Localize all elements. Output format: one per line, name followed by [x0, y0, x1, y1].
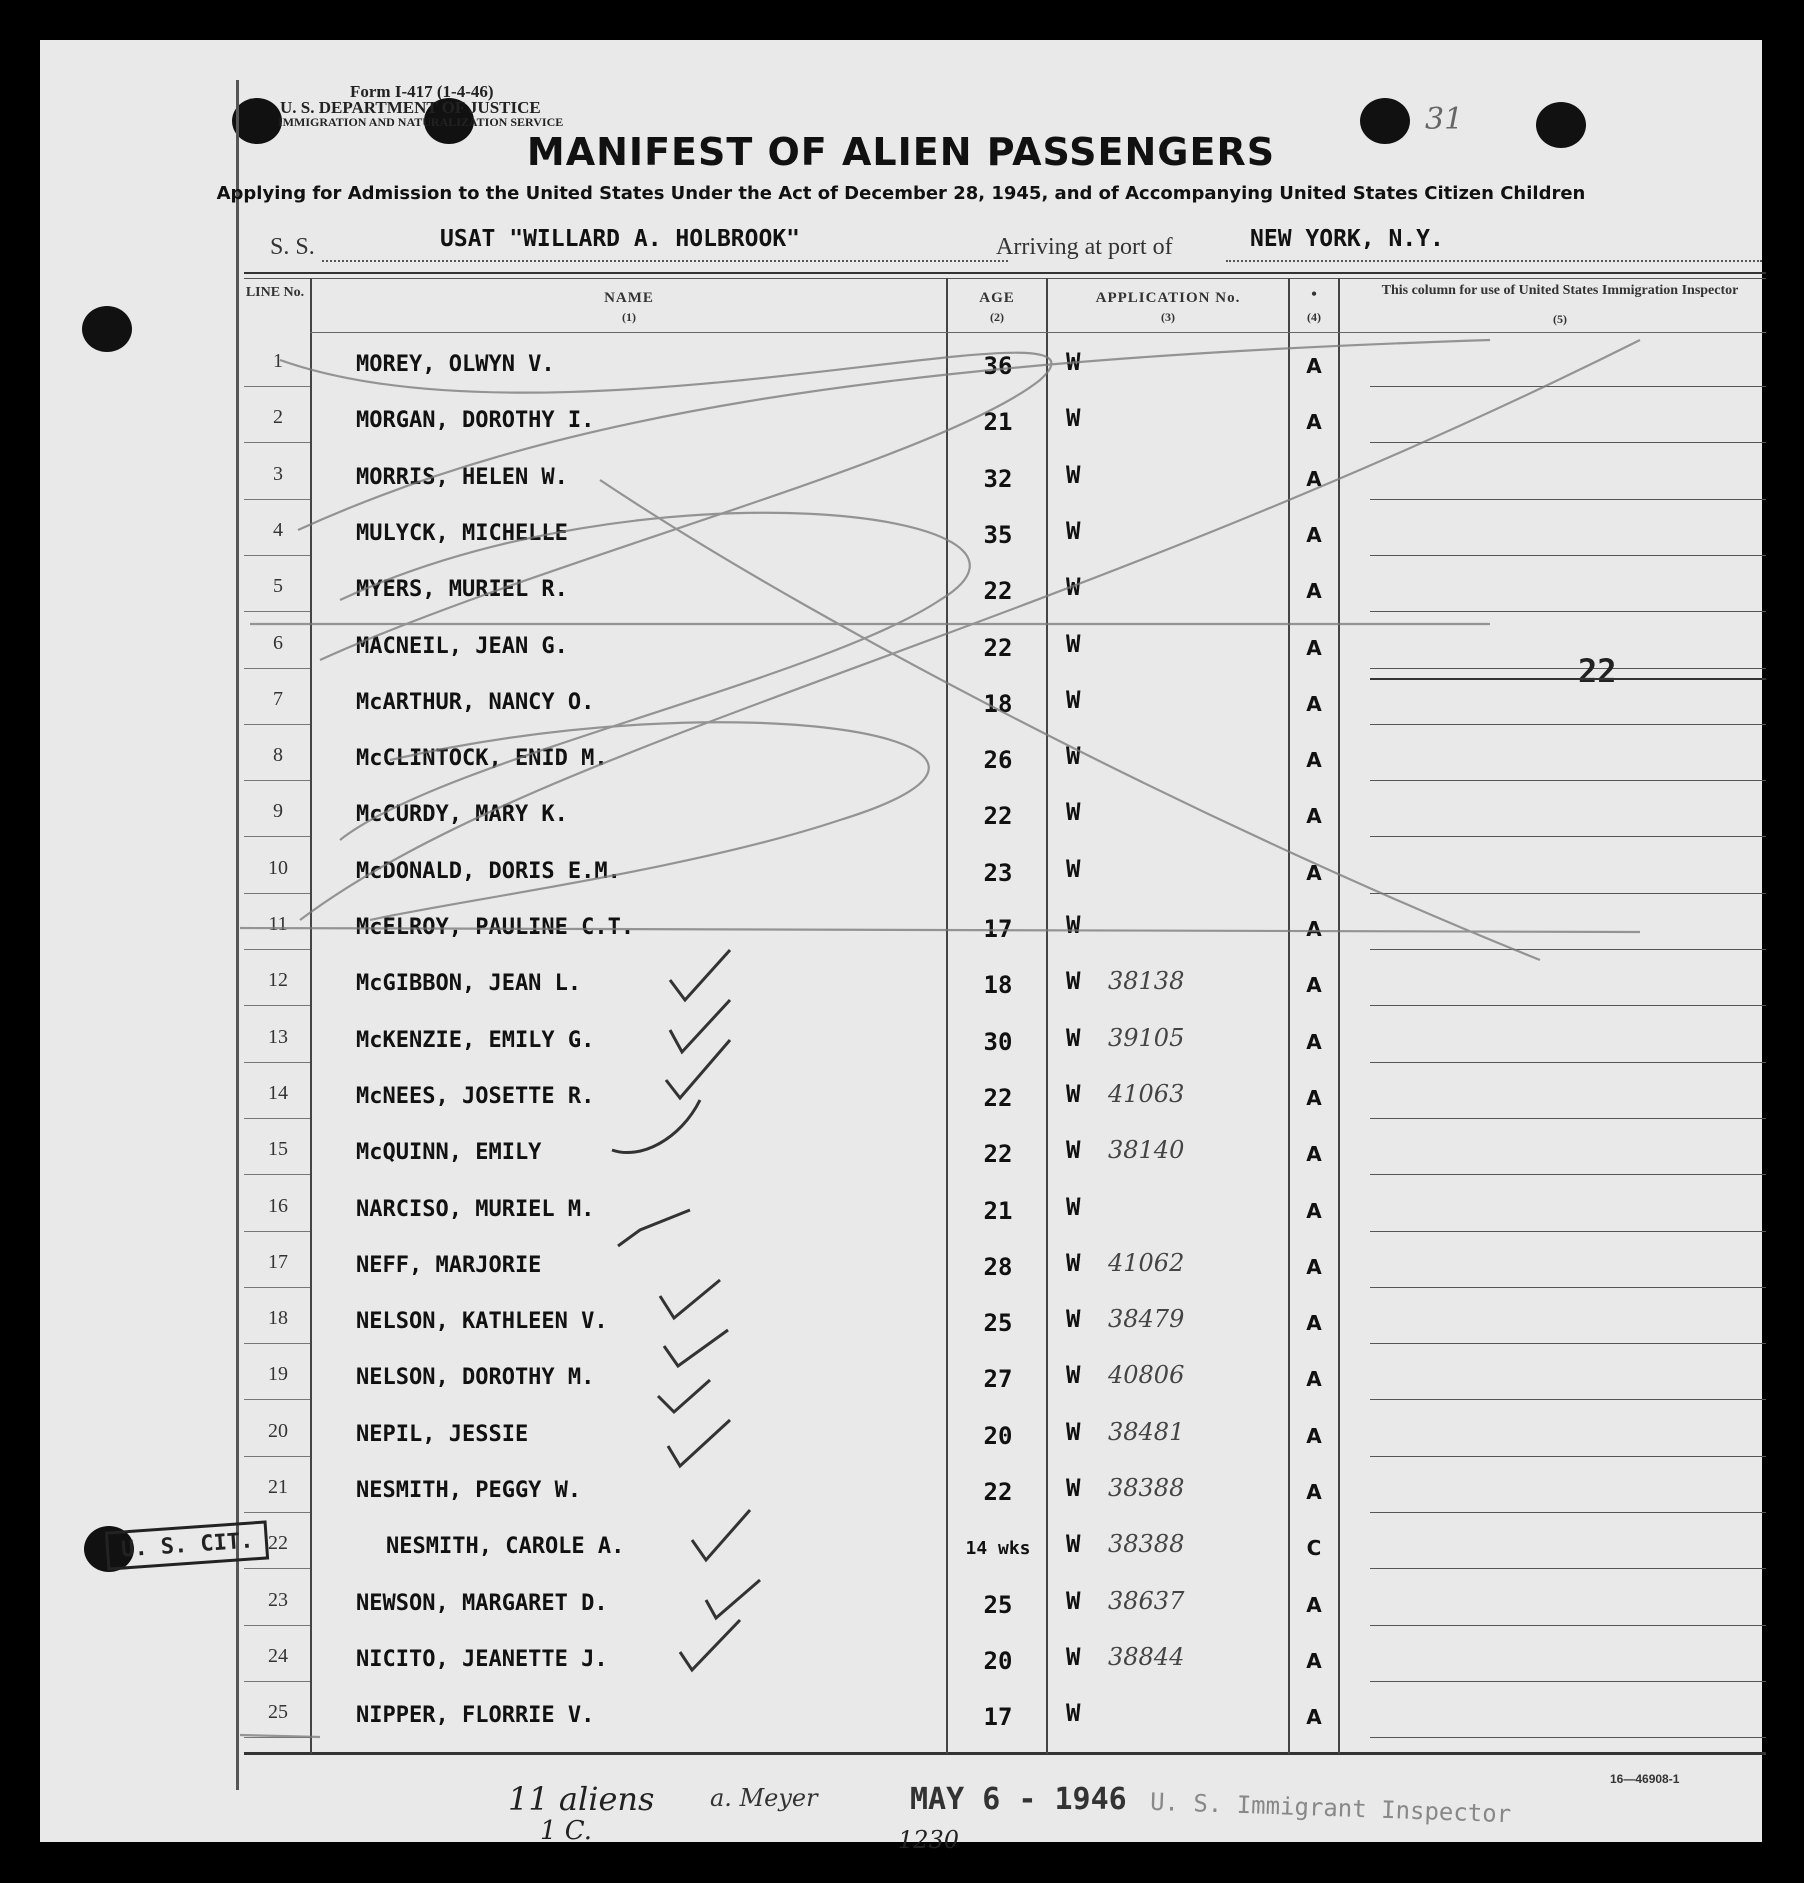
- line-number: 11: [268, 913, 288, 935]
- application-number: 39105: [1108, 1024, 1185, 1052]
- passenger-age: 21: [983, 1197, 1013, 1225]
- passenger-age: 17: [983, 1703, 1013, 1731]
- col-header-age-num: (2): [990, 310, 1004, 324]
- classification-code: A: [1306, 1311, 1322, 1335]
- service: IMMIGRATION AND NATURALIZATION SERVICE: [278, 115, 564, 129]
- application-number: 38637: [1108, 1587, 1185, 1615]
- passenger-age: 22: [983, 1478, 1013, 1506]
- classification-code: A: [1306, 579, 1322, 603]
- passenger-age: 26: [983, 746, 1013, 774]
- col-header-inspector-num: (5): [1553, 312, 1567, 326]
- passenger-name: McKENZIE, EMILY G.: [356, 1028, 595, 1053]
- application-prefix: W: [1066, 1136, 1081, 1164]
- passenger-name: NELSON, KATHLEEN V.: [356, 1309, 608, 1334]
- application-number: 38481: [1108, 1418, 1185, 1446]
- line-number: 19: [268, 1363, 288, 1385]
- footer-citizens: 1 C.: [540, 1816, 593, 1846]
- application-number: 38388: [1108, 1474, 1185, 1502]
- pencil-annotations: [40, 40, 1762, 1842]
- passenger-age: 20: [983, 1647, 1013, 1675]
- col-header-age: AGE: [979, 290, 1015, 306]
- classification-code: C: [1306, 1536, 1322, 1560]
- application-prefix: W: [1066, 1643, 1081, 1671]
- passenger-age: 22: [983, 1084, 1013, 1112]
- cancel-loop-1: [280, 353, 1051, 660]
- check-marks: [612, 950, 760, 1670]
- application-prefix: W: [1066, 348, 1081, 376]
- passenger-name: MORGAN, DOROTHY I.: [356, 408, 595, 433]
- line-number: 9: [273, 800, 283, 822]
- department: U. S. DEPARTMENT OF JUSTICE: [280, 98, 541, 117]
- line-number: 21: [268, 1476, 288, 1498]
- page-title: MANIFEST OF ALIEN PASSENGERS: [526, 130, 1276, 174]
- passenger-name: McCURDY, MARY K.: [356, 802, 568, 827]
- passenger-age: 18: [983, 971, 1013, 999]
- col-header-line: LINE No.: [245, 285, 305, 300]
- line-number: 6: [273, 632, 283, 654]
- application-prefix: W: [1066, 1418, 1081, 1446]
- classification-code: A: [1306, 917, 1322, 941]
- line-number: 15: [268, 1138, 288, 1160]
- inspector-total: 22: [1578, 652, 1617, 690]
- classification-code: A: [1306, 1030, 1322, 1054]
- application-number: 38140: [1108, 1136, 1185, 1164]
- cancel-diagonal-1: [300, 340, 1640, 920]
- application-number: 38844: [1108, 1643, 1185, 1671]
- application-number: 38479: [1108, 1305, 1185, 1333]
- col-header-4: •: [1311, 286, 1317, 303]
- strike-row-4: [298, 340, 1490, 530]
- line-number: 12: [268, 969, 288, 991]
- passenger-name: NEWSON, MARGARET D.: [356, 1591, 608, 1616]
- port-name: NEW YORK, N.Y.: [1250, 226, 1444, 252]
- classification-code: A: [1306, 354, 1322, 378]
- line-number: 4: [273, 519, 283, 541]
- line-number: 7: [273, 688, 283, 710]
- line-number: 18: [268, 1307, 288, 1329]
- classification-code: A: [1306, 1424, 1322, 1448]
- line-number: 1: [273, 350, 283, 372]
- strike-row-11: [240, 928, 1640, 932]
- application-prefix: W: [1066, 1305, 1081, 1333]
- page-number: 31: [1425, 102, 1464, 137]
- line-number: 23: [268, 1589, 288, 1611]
- passenger-age: 22: [983, 634, 1013, 662]
- passenger-age: 22: [983, 1140, 1013, 1168]
- passenger-age: 18: [983, 690, 1013, 718]
- manifest-page: [40, 40, 1762, 1854]
- cancel-loop-3: [370, 722, 929, 920]
- line-number: 17: [268, 1251, 288, 1273]
- application-number: 40806: [1108, 1361, 1185, 1389]
- application-prefix: W: [1066, 1249, 1081, 1277]
- application-prefix: W: [1066, 1080, 1081, 1108]
- passenger-name: NESMITH, PEGGY W.: [356, 1478, 582, 1503]
- line-number: 10: [268, 857, 288, 879]
- passenger-age: 35: [983, 521, 1013, 549]
- application-number: 41062: [1108, 1249, 1185, 1277]
- classification-code: A: [1306, 1705, 1322, 1729]
- line-number: 24: [268, 1645, 288, 1667]
- application-prefix: W: [1066, 798, 1081, 826]
- strike-row-25: [240, 1735, 320, 1737]
- passenger-name: MACNEIL, JEAN G.: [356, 634, 568, 659]
- inspector-total-underline: [1370, 678, 1766, 680]
- application-prefix: W: [1066, 1024, 1081, 1052]
- line-number: 14: [268, 1082, 288, 1104]
- application-prefix: W: [1066, 686, 1081, 714]
- passenger-name: NIPPER, FLORRIE V.: [356, 1703, 595, 1728]
- passenger-age: 27: [983, 1365, 1013, 1393]
- passenger-name: NARCISO, MURIEL M.: [356, 1197, 595, 1222]
- ship-name: USAT "WILLARD A. HOLBROOK": [440, 226, 801, 252]
- footer-initials: a. Meyer: [710, 1784, 818, 1812]
- application-prefix: W: [1066, 630, 1081, 658]
- passenger-name: McDONALD, DORIS E.M.: [356, 859, 621, 884]
- passenger-age: 22: [983, 802, 1013, 830]
- passenger-age: 32: [983, 465, 1013, 493]
- passenger-name: MORRIS, HELEN W.: [356, 465, 568, 490]
- passenger-age: 28: [983, 1253, 1013, 1281]
- page-subtitle: Applying for Admission to the United States Under the Act of December 28, 1945, and of Accompanying United States Citizen Children: [216, 183, 1586, 204]
- application-prefix: W: [1066, 911, 1081, 939]
- ss-label: S. S.: [270, 234, 315, 260]
- application-number: 41063: [1108, 1080, 1185, 1108]
- classification-code: A: [1306, 1480, 1322, 1504]
- port-label: Arriving at port of: [996, 234, 1173, 260]
- passenger-age: 21: [983, 408, 1013, 436]
- us-cit-stamp: U. S. CIT.: [105, 1520, 270, 1570]
- application-prefix: W: [1066, 517, 1081, 545]
- date-stamp: MAY 6 - 1946: [910, 1782, 1127, 1817]
- passenger-age: 22: [983, 577, 1013, 605]
- passenger-name: NEPIL, JESSIE: [356, 1422, 529, 1447]
- passenger-age: 23: [983, 859, 1013, 887]
- classification-code: A: [1306, 1367, 1322, 1391]
- passenger-age: 30: [983, 1028, 1013, 1056]
- application-prefix: W: [1066, 1193, 1081, 1221]
- classification-code: A: [1306, 1086, 1322, 1110]
- classification-code: A: [1306, 1199, 1322, 1223]
- footer-aliens: 11 aliens: [508, 1780, 655, 1818]
- footer-time: 1230: [898, 1826, 960, 1854]
- inspector-stamp: U. S. Immigrant Inspector: [1149, 1787, 1512, 1829]
- classification-code: A: [1306, 804, 1322, 828]
- line-number: 5: [273, 575, 283, 597]
- classification-code: A: [1306, 636, 1322, 660]
- passenger-age: 25: [983, 1309, 1013, 1337]
- application-prefix: W: [1066, 742, 1081, 770]
- passenger-age: 25: [983, 1591, 1013, 1619]
- passenger-name: MULYCK, MICHELLE: [356, 521, 568, 546]
- classification-code: A: [1306, 1649, 1322, 1673]
- line-number: 16: [268, 1195, 288, 1217]
- line-number: 3: [273, 463, 283, 485]
- application-prefix: W: [1066, 404, 1081, 432]
- application-prefix: W: [1066, 461, 1081, 489]
- application-prefix: W: [1066, 1699, 1081, 1727]
- col-header-4-num: (4): [1307, 310, 1321, 324]
- passenger-name: NEFF, MARJORIE: [356, 1253, 542, 1278]
- col-header-inspector: This column for use of United States Immigration Inspector: [1381, 283, 1739, 298]
- passenger-name: MOREY, OLWYN V.: [356, 352, 555, 377]
- classification-code: A: [1306, 1255, 1322, 1279]
- classification-code: A: [1306, 410, 1322, 434]
- application-prefix: W: [1066, 1474, 1081, 1502]
- passenger-name: NELSON, DOROTHY M.: [356, 1365, 595, 1390]
- line-number: 25: [268, 1701, 288, 1723]
- classification-code: A: [1306, 973, 1322, 997]
- passenger-name: McGIBBON, JEAN L.: [356, 971, 582, 996]
- cancel-diagonal-2: [600, 480, 1540, 960]
- passenger-name: McARTHUR, NANCY O.: [356, 690, 595, 715]
- passenger-name: NESMITH, CAROLE A.: [386, 1534, 625, 1559]
- passenger-name: McELROY, PAULINE C.T.: [356, 915, 635, 940]
- classification-code: A: [1306, 692, 1322, 716]
- passenger-age: 20: [983, 1422, 1013, 1450]
- classification-code: A: [1306, 467, 1322, 491]
- passenger-name: McCLINTOCK, ENID M.: [356, 746, 608, 771]
- passenger-age: 36: [983, 352, 1013, 380]
- classification-code: A: [1306, 523, 1322, 547]
- line-number: 13: [268, 1026, 288, 1048]
- line-number: 22: [268, 1532, 288, 1554]
- passenger-age: 17: [983, 915, 1013, 943]
- application-prefix: W: [1066, 967, 1081, 995]
- col-header-application: APPLICATION No.: [1095, 290, 1241, 306]
- classification-code: A: [1306, 1593, 1322, 1617]
- print-code: 16—46908-1: [1610, 1772, 1680, 1786]
- line-number: 20: [268, 1420, 288, 1442]
- application-prefix: W: [1066, 1587, 1081, 1615]
- col-header-name-num: (1): [622, 310, 636, 324]
- passenger-name: McQUINN, EMILY: [356, 1140, 542, 1165]
- application-prefix: W: [1066, 573, 1081, 601]
- passenger-name: McNEES, JOSETTE R.: [356, 1084, 595, 1109]
- application-prefix: W: [1066, 1530, 1081, 1558]
- classification-code: A: [1306, 861, 1322, 885]
- application-number: 38138: [1108, 967, 1185, 995]
- classification-code: A: [1306, 1142, 1322, 1166]
- cancel-loop-2: [340, 513, 970, 840]
- form-number: Form I-417 (1-4-46): [350, 82, 494, 101]
- line-number: 2: [273, 406, 283, 428]
- line-number: 8: [273, 744, 283, 766]
- col-header-application-num: (3): [1161, 310, 1175, 324]
- passenger-name: MYERS, MURIEL R.: [356, 577, 568, 602]
- application-prefix: W: [1066, 1361, 1081, 1389]
- application-prefix: W: [1066, 855, 1081, 883]
- col-header-name: NAME: [604, 290, 654, 306]
- passenger-name: NICITO, JEANETTE J.: [356, 1647, 608, 1672]
- classification-code: A: [1306, 748, 1322, 772]
- passenger-age: 14 wks: [965, 1538, 1031, 1559]
- application-number: 38388: [1108, 1530, 1185, 1558]
